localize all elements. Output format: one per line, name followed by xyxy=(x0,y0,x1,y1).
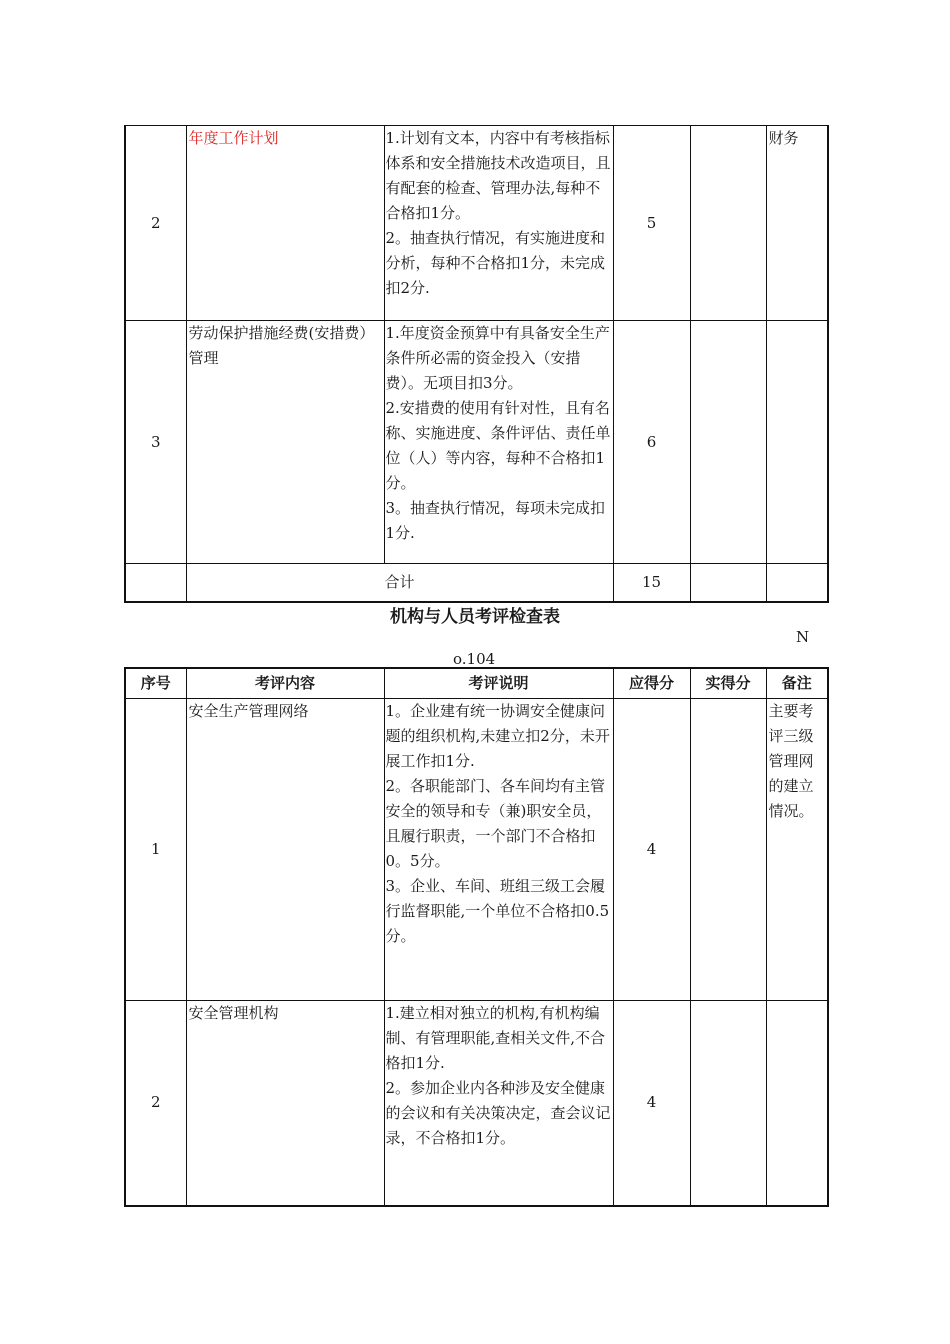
description-text: 1.年度资金预算中有具备安全生产条件所必需的资金投入（安措费）。无项目扣3分。 2.安措费的使用有针对性，且有名称、实施进度、条件评估、责任单位（人）等内容，每种不合格扣1分。 3。抽查执行情况，每项未完成扣1分. xyxy=(385,324,611,542)
header-note: 备注 xyxy=(766,668,828,699)
total-actual xyxy=(690,564,766,602)
total-score: 15 xyxy=(613,564,690,602)
assessment-description xyxy=(384,126,613,321)
note: 财务 xyxy=(766,126,828,321)
assessment-description xyxy=(384,1001,613,1206)
actual-score xyxy=(690,126,766,321)
assessment-content: 年度工作计划 xyxy=(186,126,384,321)
actual-score xyxy=(690,699,766,1001)
assessment-content: 安全生产管理网络 xyxy=(186,699,384,1001)
total-label: 合计 xyxy=(186,564,613,602)
description-text: 1.建立相对独立的机构,有机构编制、有管理职能,查相关文件,不合格扣1分. 2。参加企业内各种涉及安全健康的会议和有关决策决定，查会议记录，不合格扣1分。 xyxy=(385,1004,611,1147)
actual-score xyxy=(690,321,766,564)
section-title: 机构与人员考评检查表 xyxy=(390,607,560,627)
note xyxy=(766,1001,828,1206)
header-score: 应得分 xyxy=(613,668,690,699)
total-note xyxy=(766,564,828,602)
row-number: 1 xyxy=(125,699,186,1001)
assessment-content: 劳动保护措施经费(安措费）管理 xyxy=(186,321,384,564)
header-desc: 考评说明 xyxy=(384,668,613,699)
total-row xyxy=(125,564,828,602)
table-annual-plan xyxy=(124,125,829,603)
row-number: 3 xyxy=(125,321,186,564)
table-row xyxy=(125,126,828,321)
header-no: 序号 xyxy=(125,668,186,699)
actual-score xyxy=(690,1001,766,1206)
description-text: 1.计划有文本，内容中有考核指标体系和安全措施技术改造项目，且有配套的检查、管理办法,每种不合格扣1分。 2。抽查执行情况，有实施进度和分析，每种不合格扣1分，未完成扣2分. xyxy=(385,129,611,297)
table-row xyxy=(125,321,828,564)
header-row xyxy=(125,668,828,699)
row-number: 2 xyxy=(125,126,186,321)
description-text: 1。企业建有统一协调安全健康问题的组织机构,未建立扣2分，未开展工作扣1分. 2。各职能部门、各车间均有主管安全的领导和专（兼)职安全员，且履行职责，一个部门不合格扣0。5分。 3。企业、车间、班组三级工会履行监督职能,一个单位不合格扣0.5分。 xyxy=(385,702,610,945)
page-number: o.104 xyxy=(453,650,496,668)
assessment-description xyxy=(384,699,613,1001)
total-number-cell xyxy=(125,564,186,602)
full-score: 4 xyxy=(613,699,690,1001)
table-organization-personnel xyxy=(124,667,829,1207)
assessment-content: 安全管理机构 xyxy=(186,1001,384,1206)
full-score: 6 xyxy=(613,321,690,564)
table-row xyxy=(125,1001,828,1206)
note: 主要考评三级管理网的建立情况。 xyxy=(766,699,828,1001)
row-number: 2 xyxy=(125,1001,186,1206)
page-number-prefix: N xyxy=(796,628,810,646)
full-score: 5 xyxy=(613,126,690,321)
assessment-description xyxy=(384,321,613,564)
header-actual: 实得分 xyxy=(690,668,766,699)
header-content: 考评内容 xyxy=(186,668,384,699)
full-score: 4 xyxy=(613,1001,690,1206)
note xyxy=(766,321,828,564)
table-row xyxy=(125,699,828,1001)
